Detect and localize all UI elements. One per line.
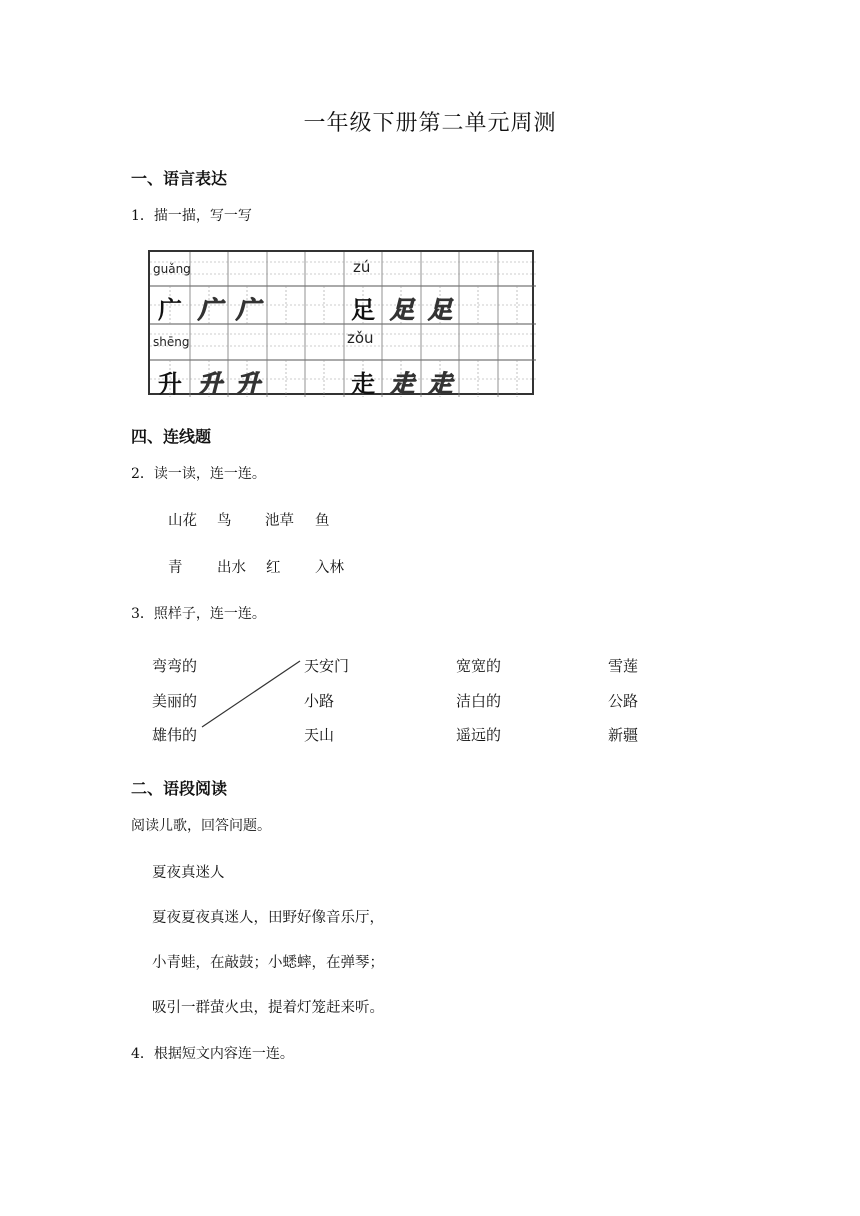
poem-title: 夏夜真迷人 (152, 865, 225, 881)
q3-adjective: 洁白的 (456, 692, 502, 710)
char-zu-trace-2: 足 (428, 296, 452, 324)
q3-noun: 小路 (304, 692, 335, 710)
reading-intro: 阅读儿歌，回答问题。 (131, 818, 271, 834)
char-sheng-trace-1: 升 (198, 370, 222, 398)
q3-adjective: 宽宽的 (456, 657, 502, 675)
q2-word: 入林 (315, 560, 344, 576)
char-guang-trace-1: 广 (198, 296, 222, 324)
q2-word: 鸟 (217, 513, 232, 529)
poem-line: 吸引一群萤火虫，提着灯笼赶来听。 (152, 1000, 384, 1016)
pinyin-zou: zǒu (347, 329, 374, 347)
q2-word: 鱼 (315, 513, 330, 529)
pinyin-sheng: shēng (153, 335, 190, 349)
q2-word: 红 (266, 560, 281, 576)
poem-line: 小青蛙，在敲鼓；小蟋蟀，在弹琴； (152, 955, 384, 971)
q3-noun: 雪莲 (608, 657, 639, 675)
section-heading-language: 一、语言表达 (131, 169, 228, 188)
q3-noun: 新疆 (608, 726, 639, 744)
section-heading-reading: 二、语段阅读 (131, 779, 228, 798)
char-zou-model: 走 (351, 370, 375, 398)
q3-noun: 公路 (608, 692, 639, 710)
question-2: 2．读一读，连一连。 (131, 466, 266, 482)
page-title: 一年级下册第二单元周测 (303, 111, 557, 136)
question-1: 1．描一描，写一写 (131, 208, 252, 224)
q3-adjective: 遥远的 (456, 726, 502, 744)
char-guang-model: 广 (158, 296, 182, 324)
q2-word: 青 (168, 560, 183, 576)
char-guang-trace-2: 广 (236, 296, 260, 324)
q3-adjective: 雄伟的 (152, 726, 198, 744)
q2-word: 山花 (168, 513, 197, 529)
q3-noun: 天安门 (304, 657, 350, 675)
q2-word: 池草 (265, 513, 294, 529)
pinyin-zu: zú (353, 258, 371, 276)
char-zu-model: 足 (351, 296, 375, 324)
poem-line: 夏夜夏夜真迷人，田野好像音乐厅， (152, 910, 384, 926)
pinyin-guang: guǎng (153, 262, 191, 276)
q3-adjective: 美丽的 (152, 692, 198, 710)
char-sheng-model: 升 (158, 370, 182, 398)
char-zu-trace-1: 足 (390, 296, 414, 324)
question-4: 4．根据短文内容连一连。 (131, 1046, 294, 1062)
q3-adjective: 弯弯的 (152, 657, 198, 675)
char-zou-trace-2: 走 (428, 370, 452, 398)
q2-word: 出水 (217, 560, 246, 576)
char-sheng-trace-2: 升 (236, 370, 260, 398)
question-3: 3．照样子，连一连。 (131, 606, 266, 622)
section-heading-matching: 四、连线题 (131, 427, 212, 446)
char-zou-trace-1: 走 (390, 370, 414, 398)
q3-noun: 天山 (304, 726, 335, 744)
